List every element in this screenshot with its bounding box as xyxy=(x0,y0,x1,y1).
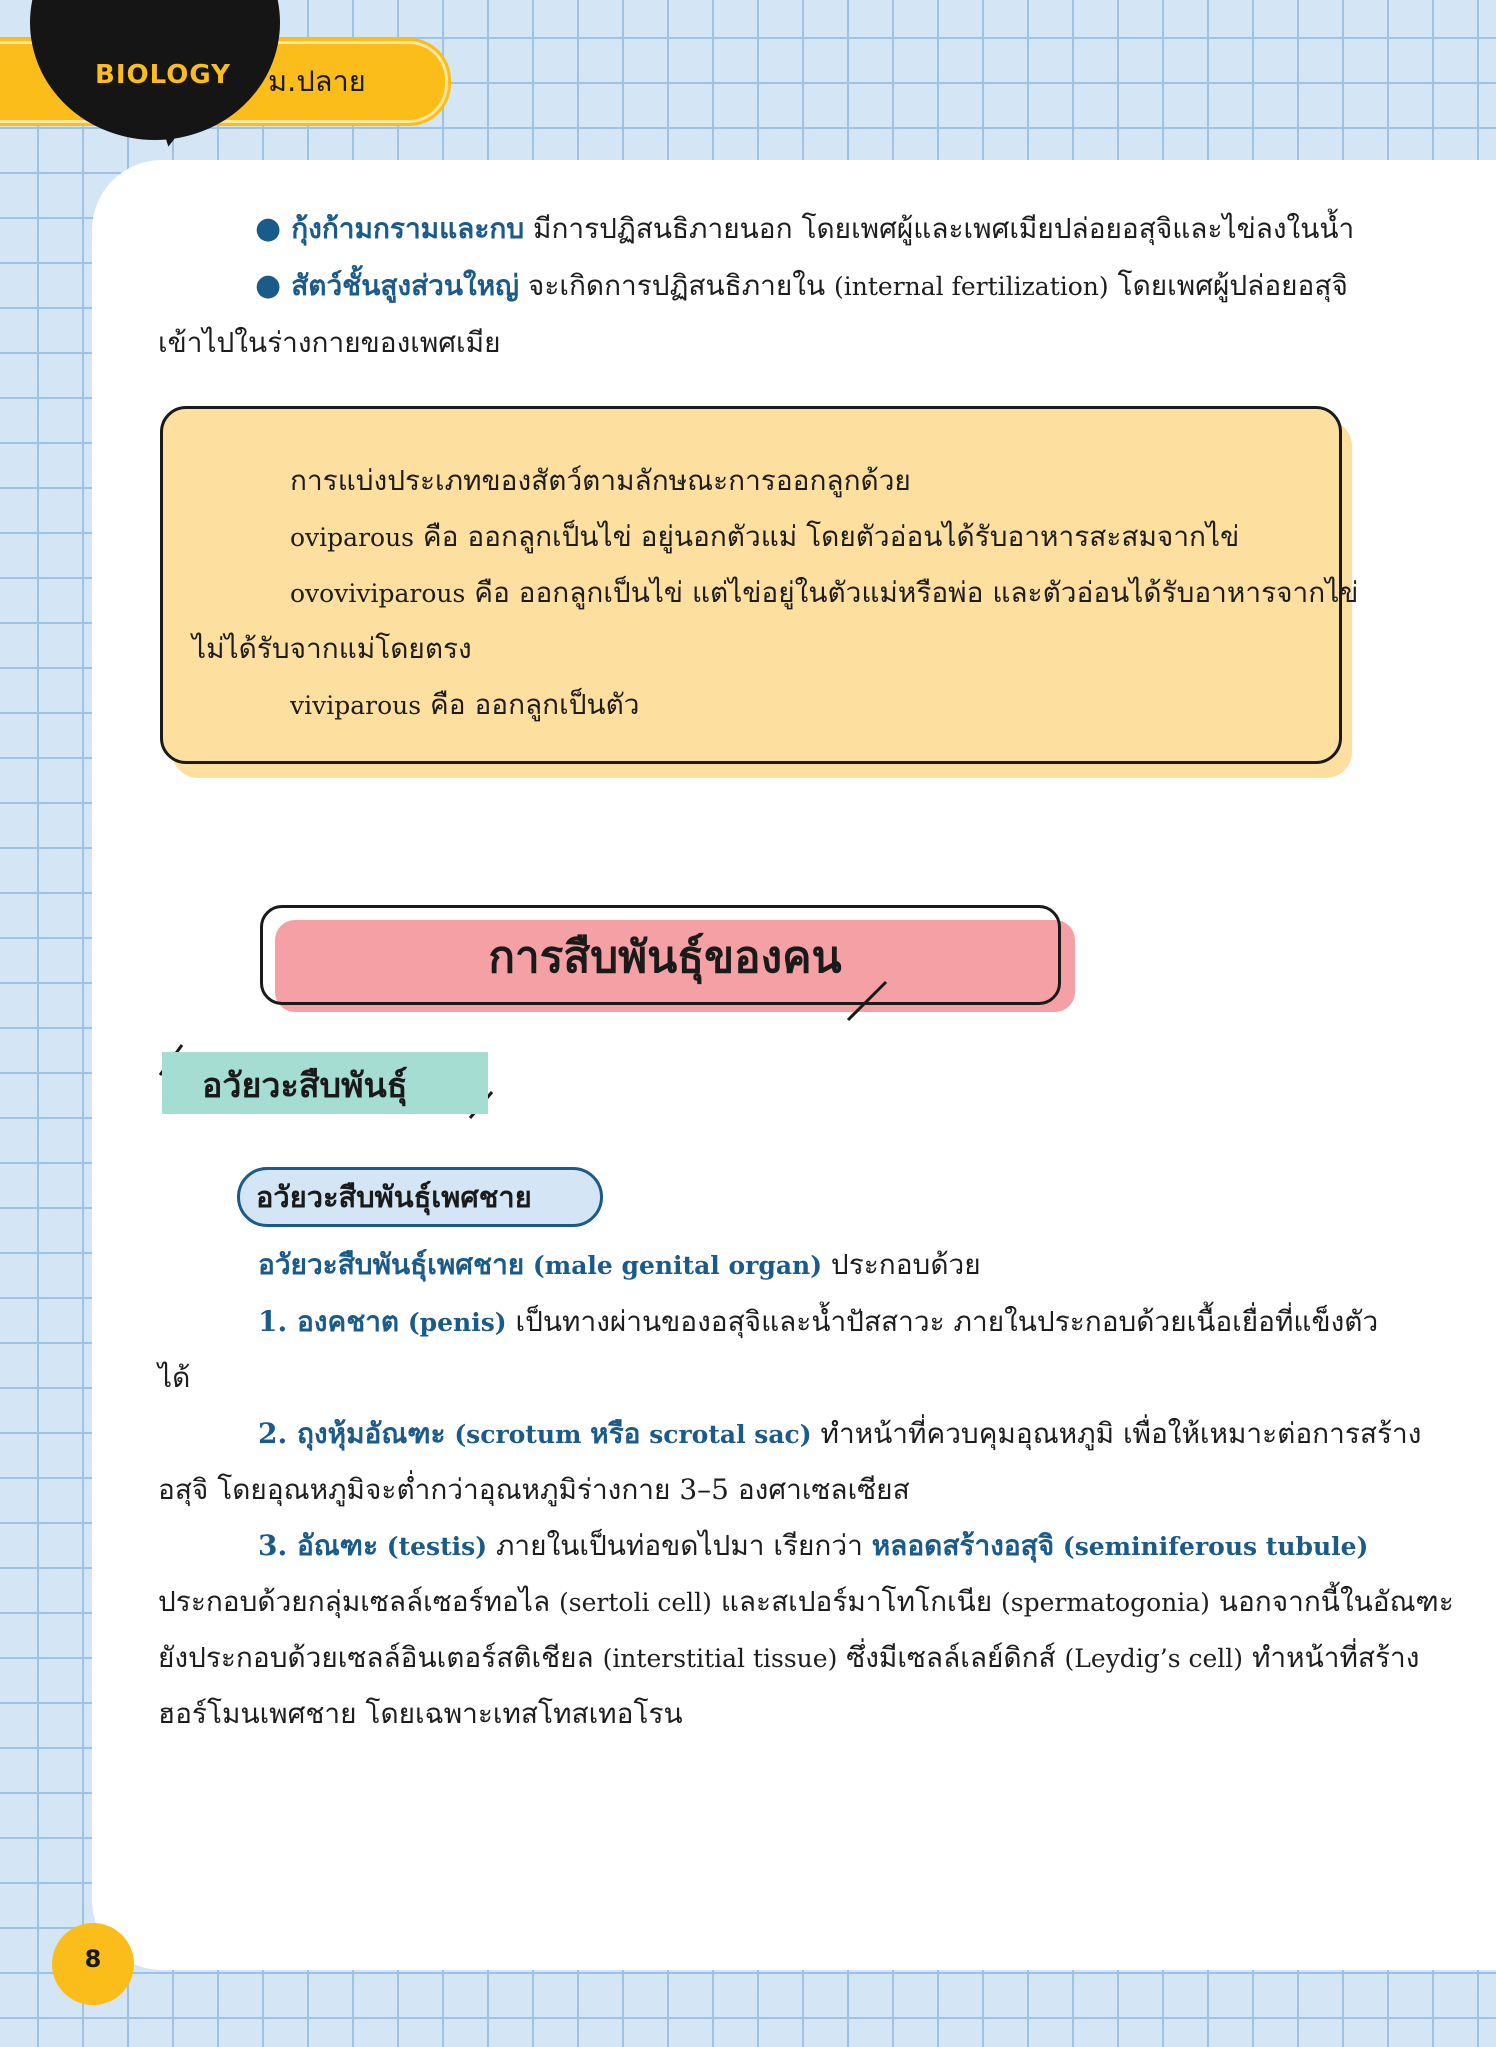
bullet-text: มีการปฏิสนธิภายนอก โดยเพศผู้และเพศเมียปล่อยอสุจิและไข่ลงในน้ำ xyxy=(524,212,1355,245)
list-item-continuation xyxy=(158,1573,1454,1631)
note-line: การแบ่งประเภทของสัตว์ตามลักษณะการออกลูกด้วย xyxy=(290,464,911,497)
item-english: (interstitial tissue) xyxy=(602,1644,838,1673)
bullet-text: จะเกิดการปฏิสนธิภายใน xyxy=(519,269,834,302)
body-intro xyxy=(258,1236,981,1294)
item-text: ทำหน้าที่สร้าง xyxy=(1243,1641,1420,1674)
item-term: ถุงหุ้มอัณฑะ xyxy=(287,1417,446,1450)
section-title: การสืบพันธุ์ของคน xyxy=(488,932,842,983)
body-text: ประกอบด้วย xyxy=(822,1248,981,1281)
bullet-term: สัตว์ชั้นสูงส่วนใหญ่ xyxy=(291,269,520,302)
item-text: ภายในเป็นท่อขดไปมา เรียกว่า xyxy=(487,1529,872,1562)
item-english: (scrotum xyxy=(445,1420,591,1449)
list-item-continuation: ฮอร์โมนเพศชาย โดยเฉพาะเทสโทสเทอโรน xyxy=(158,1697,683,1730)
body-english: (male genital organ) xyxy=(524,1251,823,1280)
item-text: เป็นทางผ่านของอสุจิและน้ำปัสสาวะ ภายในประกอบด้วยเนื้อเยื่อที่แข็งตัว xyxy=(506,1305,1379,1338)
list-item-continuation: ได้ xyxy=(158,1361,191,1394)
item-english: (testis) xyxy=(378,1532,488,1561)
note-term: oviparous xyxy=(290,523,415,552)
body-term: อวัยวะสืบพันธุ์เพศชาย xyxy=(258,1248,525,1281)
item-english: scrotal sac) xyxy=(640,1420,812,1449)
subsection-title: อวัยวะสืบพันธุ์ xyxy=(202,1066,408,1106)
bullet-dot-icon: ● xyxy=(255,268,282,303)
list-item-continuation: อสุจิ โดยอุณหภูมิจะต่ำกว่าอุณหภูมิร่างกาย 3–5 องศาเซลเซียส xyxy=(158,1473,910,1506)
subject-label: BIOLOGY xyxy=(95,60,231,90)
note-text: คือ ออกลูกเป็นไข่ อยู่นอกตัวแม่ โดยตัวอ่อนได้รับอาหารสะสมจากไข่ xyxy=(414,520,1240,553)
item-text: ยังประกอบด้วยเซลล์อินเตอร์สติเชียล xyxy=(158,1641,603,1674)
item-number: 2. xyxy=(258,1417,288,1450)
item-term: หลอดสร้างอสุจิ xyxy=(871,1529,1055,1562)
bullet-english: (internal fertilization) xyxy=(834,272,1109,301)
item-text: ประกอบด้วยกลุ่มเซลล์เซอร์ทอไล xyxy=(158,1585,560,1618)
item-or: หรือ xyxy=(590,1417,641,1450)
subsub-title: อวัยวะสืบพันธุ์เพศชาย xyxy=(256,1180,532,1214)
list-item xyxy=(258,1293,1378,1351)
list-item xyxy=(258,1517,1368,1575)
item-text: ซึ่งมีเซลล์เลย์ดิกส์ xyxy=(837,1641,1065,1674)
item-text: ทำหน้าที่ควบคุมอุณหภูมิ เพื่อให้เหมาะต่อการสร้าง xyxy=(811,1417,1422,1450)
bullet-dot-icon: ● xyxy=(255,211,282,246)
bullet-continuation: เข้าไปในร่างกายของเพศเมีย xyxy=(158,326,501,359)
item-english: (sertoli cell) xyxy=(559,1588,712,1617)
level-label: ม.ปลาย xyxy=(268,64,366,98)
note-text: คือ ออกลูกเป็นตัว xyxy=(421,688,640,721)
item-number: 3. xyxy=(258,1529,288,1562)
list-item-continuation xyxy=(158,1629,1419,1687)
item-english: (spermatogonia) xyxy=(1001,1588,1210,1617)
item-english: (Leydig’s cell) xyxy=(1064,1644,1244,1673)
item-english: (penis) xyxy=(399,1308,507,1337)
list-item xyxy=(258,1405,1421,1463)
bullet-text: โดยเพศผู้ปล่อยอสุจิ xyxy=(1108,269,1348,302)
item-text: นอกจากนี้ในอัณฑะ xyxy=(1209,1585,1454,1618)
note-text: คือ ออกลูกเป็นไข่ แต่ไข่อยู่ในตัวแม่หรือพ่อ และตัวอ่อนได้รับอาหารจากไข่ xyxy=(465,576,1359,609)
page-number: 8 xyxy=(84,1945,102,1973)
item-term: องคชาต xyxy=(287,1305,400,1338)
item-term: อัณฑะ xyxy=(287,1529,379,1562)
bullet-term: กุ้งก้ามกรามและกบ xyxy=(291,212,525,245)
note-line: ไม่ได้รับจากแม่โดยตรง xyxy=(192,632,472,665)
note-term: viviparous xyxy=(290,691,422,720)
item-number: 1. xyxy=(258,1305,288,1338)
note-term: ovoviviparous xyxy=(290,579,466,608)
item-text: และสเปอร์มาโทโกเนีย xyxy=(711,1585,1002,1618)
item-english: (seminiferous tubule) xyxy=(1054,1532,1369,1561)
